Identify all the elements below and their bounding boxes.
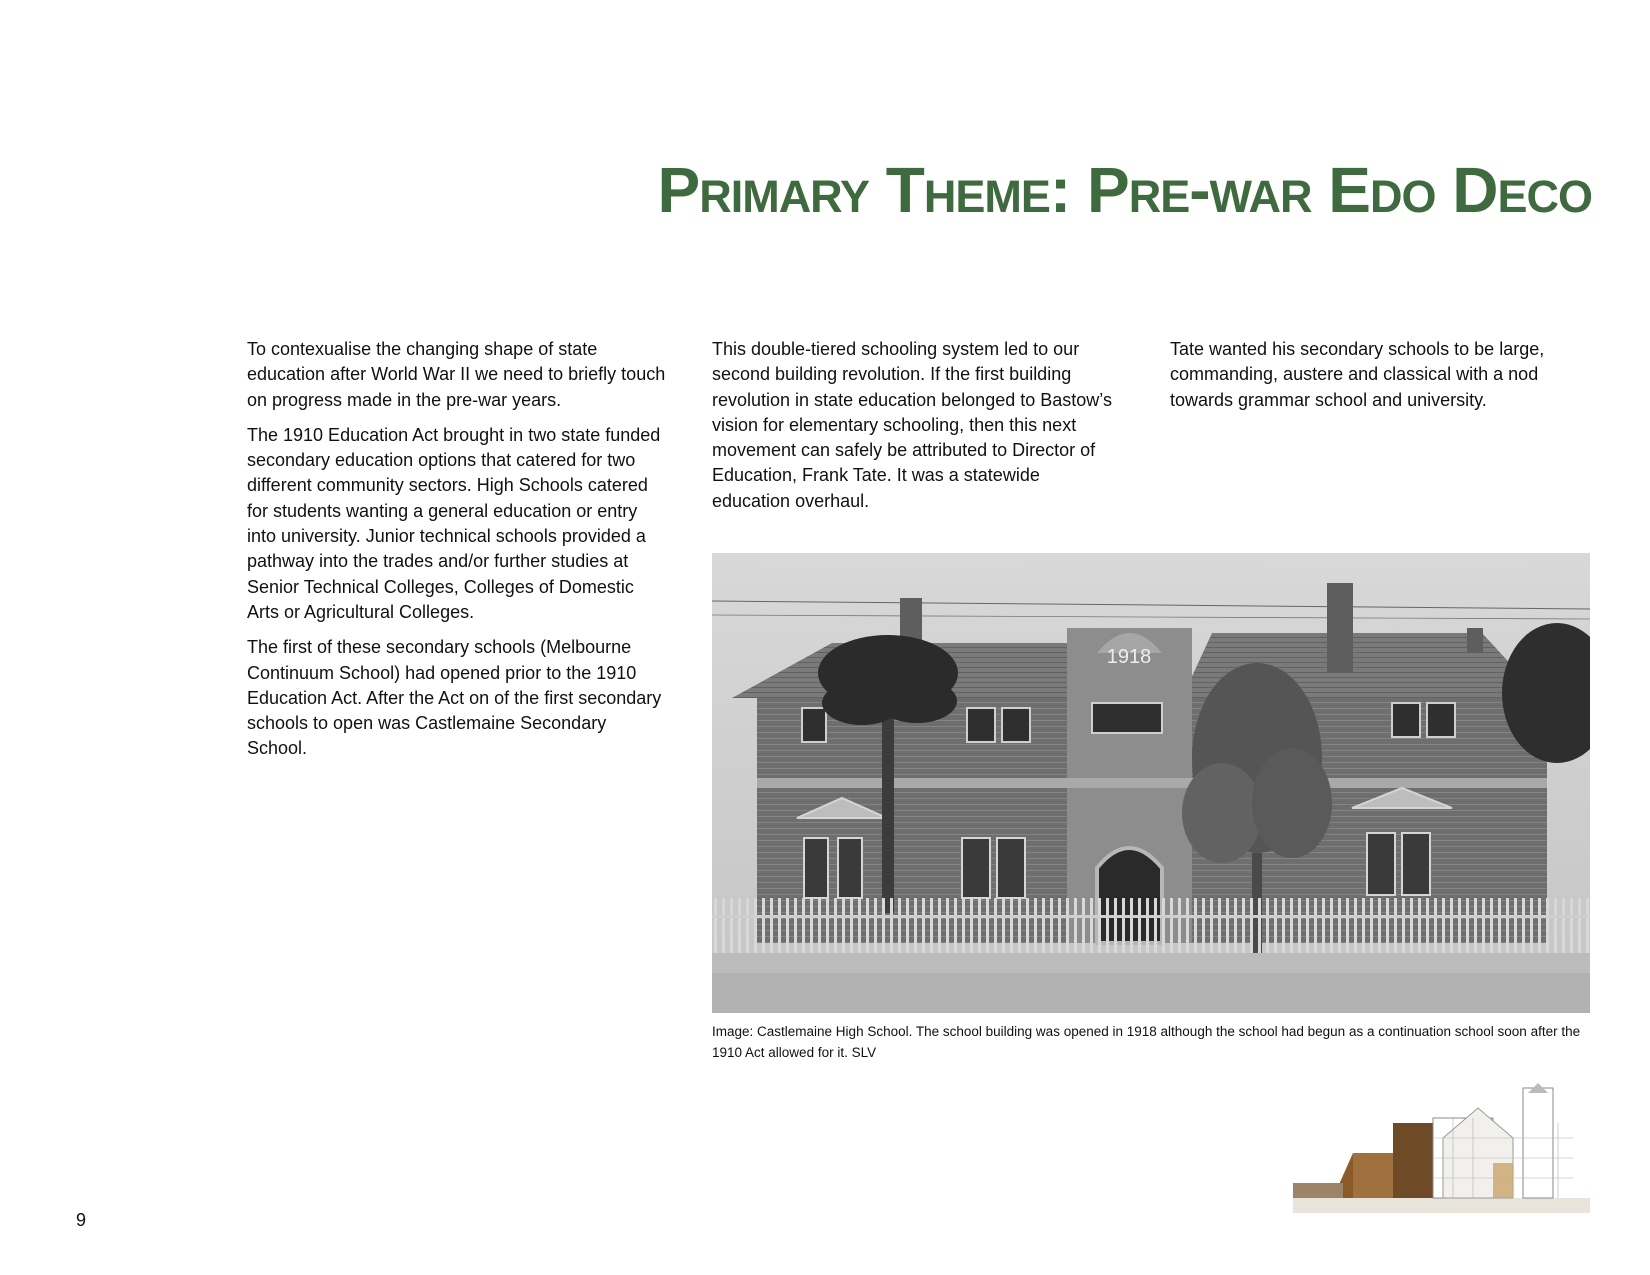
page-title: Primary Theme: Pre-war Edo Deco	[657, 154, 1592, 226]
paragraph: This double-tiered schooling system led to our second building revolution. If the first building revolution in state education belonged to Bastow’s vision for elementary schooling, then this next movement can safely be attributed to Director of Education, Frank Tate. It was a statewide education overhaul.	[712, 339, 1112, 511]
text-column-left	[247, 337, 667, 772]
page-number: 9	[76, 1210, 87, 1230]
paragraph: Tate wanted his secondary schools to be large, commanding, austere and classical with a nod towards grammar school and university.	[1170, 339, 1545, 410]
school-photo	[712, 553, 1590, 1013]
building-sketch-illustration	[1293, 1083, 1590, 1213]
paragraph: The first of these secondary schools (Melbourne Continuum School) had opened prior to the 1910 Education Act. After the Act on of the first secondary schools to open was Castlemaine Secondary School.	[247, 637, 662, 759]
photo-caption: Image: Castlemaine High School. The school building was opened in 1918 although the school had begun as a continuation school soon after the 1910 Act allowed for it. SLV	[712, 1024, 1581, 1060]
paragraph: The 1910 Education Act brought in two state funded secondary education options that catered for two different community sectors. High Schools catered for students wanting a general education or entry into university. Junior technical schools provided a pathway into the trades and/or further studies at Senior Technical Colleges, Colleges of Domestic Arts or Agricultural Colleges.	[247, 424, 661, 622]
text-column-middle	[712, 337, 1122, 524]
paragraph: To contexualise the changing shape of state education after World War II we need to briefly touch on progress made in the pre-war years.	[247, 339, 666, 410]
text-column-right	[1170, 337, 1590, 423]
building-date-label: 1918	[1106, 646, 1152, 668]
